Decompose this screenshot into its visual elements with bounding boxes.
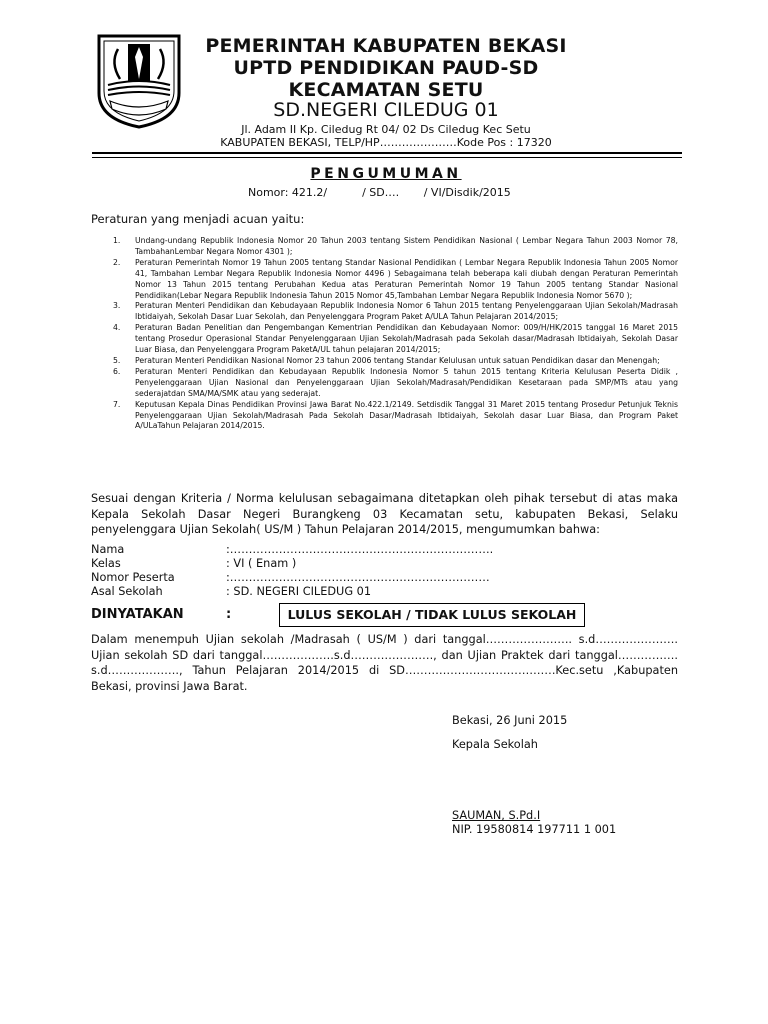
list-text: Peraturan Pemerintah Nomor 19 Tahun 2005 tentang Standar Nasional Pendidikan ( Lembar Negara Republik Indonesia Tahun 2005 Nomor 41, Tambahan Lembar Negara Republik Indonesia Nomor 4496 ) Sebagaimana telah beberapa kali diubah dengan Peraturan Pemerintah Nomor 13 Tahun 2015 tentang Perubahan Kedua atas Peraturan Pemerintah Nomor 19 Tahun 2005 tentang Standar Nasional Pendidikan(Lebar Negara Republik Indonesia Tahun 2015 Nomor 45,Tambahan Lembar Negara Republik Indonesia Nomor 5670 ); bbox=[135, 257, 678, 300]
letterhead-line-1: PEMERINTAH KABUPATEN BEKASI bbox=[205, 35, 567, 57]
list-item bbox=[113, 258, 678, 302]
list-text: Peraturan Menteri Pendidikan dan Kebudayaan Republik Indonesia Nomor 5 tahun 2015 tentang Kriteria Kelulusan Peserta Didik , Penyelenggaraan Ujian Nasional dan Penyelenggaraan Ujian Sekolah/Madrasah/Pendidikan Kesetaraan pada SMP/MTs atau yang sederajatdan SMA/MA/SMK atau yang sederajat. bbox=[135, 366, 678, 398]
letter-number: Nomor: 421.2/ / SD.… / VI/Disdik/2015 bbox=[248, 186, 511, 199]
list-item bbox=[113, 367, 678, 400]
field-value-nama: :……………………………………………………………. bbox=[226, 543, 494, 556]
signer-name: SAUMAN, S.Pd.I bbox=[452, 809, 541, 822]
field-value-nomor-peserta: :…………………………………………………………… bbox=[226, 571, 490, 584]
list-item bbox=[113, 323, 678, 356]
dinyatakan-label: DINYATAKAN bbox=[91, 607, 184, 622]
announcement-paragraph: Sesuai dengan Kriteria / Norma kelulusan sebagaimana ditetapkan oleh pihak tersebut di atas maka Kepala Sekolah Dasar Negeri Burangkeng 03 Kecamatan setu, kabupaten Bekasi, Selaku penyelenggara Ujian Sekolah( US/M ) Tahun Pelajaran 2014/2015, mengumumkan bahwa: bbox=[91, 492, 678, 537]
field-label-nomor-peserta: Nomor Peserta bbox=[91, 571, 175, 584]
list-item bbox=[113, 236, 678, 258]
regulations-list bbox=[113, 236, 678, 432]
list-text: Peraturan Menteri Pendidikan Nasional Nomor 23 tahun 2006 tentang Standar Kelulusan untuk satuan Pendidikan dasar dan Menengah; bbox=[135, 355, 660, 365]
list-number: 5. bbox=[113, 355, 121, 365]
list-number: 3. bbox=[113, 301, 121, 311]
letterhead-line-2: UPTD PENDIDIKAN PAUD-SD bbox=[233, 57, 539, 79]
dinyatakan-colon: : bbox=[226, 607, 232, 622]
list-number: 2. bbox=[113, 257, 121, 267]
list-item bbox=[113, 400, 678, 433]
list-text: Peraturan Menteri Pendidikan dan Kebudayaan Republik Indonesia Nomor 6 Tahun 2015 tentang Penyelenggaraan Ujian Sekolah/Madrasah Ibtidaiyah, Sekolah Dasar Luar Sekolah, dan Penyelenggara Program Paket A/ULA Tahun Pelajaran 2014/2015; bbox=[135, 301, 678, 322]
address-line-1: Jl. Adam II Kp. Ciledug Rt 04/ 02 Ds Ciledug Kec Setu bbox=[241, 123, 531, 136]
list-number: 1. bbox=[113, 236, 121, 245]
exam-paragraph: Dalam menempuh Ujian sekolah /Madrasah ( US/M ) dari tanggal………………….. s.d…………………. Ujian sekolah SD dari tanggal……………….s.d…………………., dan Ujian Praktek dari tanggal……………. s.d………………., Tahun Pelajaran 2014/2015 di SD………………………………….Kec.setu ,Kabupaten Bekasi, provinsi Jawa Barat. bbox=[91, 633, 678, 694]
header-rule-thin bbox=[92, 157, 682, 158]
signer-nip: NIP. 19580814 197711 1 001 bbox=[452, 823, 617, 836]
field-label-asal-sekolah: Asal Sekolah bbox=[91, 585, 163, 598]
list-text: Peraturan Badan Penelitian dan Pengembangan Kementrian Pendidikan dan Kebudayaan Nomor: 009/H/HK/2015 tanggal 16 Maret 2015 tentang Prosedur Operasional Standar Penyelenggaraan Ujian Sekolah/Madrasah pada Sekolah dasar/Madrasah Ibtidaiyah, Sekolah Dasar Luar Biasa, dan Penyelenggara Program PaketA/UL tahun pelajaran 2014/2015; bbox=[135, 323, 678, 355]
list-item bbox=[113, 301, 678, 323]
school-name: SD.NEGERI CILEDUG 01 bbox=[273, 99, 499, 121]
intro-text: Peraturan yang menjadi acuan yaitu: bbox=[91, 212, 305, 226]
list-number: 6. bbox=[113, 366, 121, 376]
signer-position: Kepala Sekolah bbox=[452, 738, 538, 751]
list-item bbox=[113, 356, 678, 367]
list-number: 4. bbox=[113, 323, 121, 333]
field-label-kelas: Kelas bbox=[91, 557, 121, 570]
letterhead-line-3: KECAMATAN SETU bbox=[288, 79, 484, 101]
address-line-2: KABUPATEN BEKASI, TELP/HP…………………Kode Pos : 17320 bbox=[220, 136, 552, 149]
field-value-kelas: : VI ( Enam ) bbox=[226, 557, 297, 570]
header-rule-thick bbox=[92, 152, 682, 154]
announcement-title: PENGUMUMAN bbox=[310, 166, 462, 182]
field-value-asal-sekolah: : SD. NEGERI CILEDUG 01 bbox=[226, 585, 372, 598]
list-text: Undang-undang Republik Indonesia Nomor 20 Tahun 2003 tentang Sistem Pendidikan Nasional ( Lembar Negara Tahun 2003 Nomor 78, TambahanLembar Negara Nomor 4301 ); bbox=[135, 236, 678, 256]
list-text: Keputusan Kepala Dinas Pendidikan Provinsi Jawa Barat No.422.1/2149. Setdisdik Tanggal 31 Maret 2015 tentang Prosedur Petunjuk Teknis Penyelenggaraan Ujian Sekolah/Madrasah Pada Sekolah Dasar/Madrasah Ibtidaiyah, Sekolah dasar Luar Biasa, dan Program Paket A/ULaTahun Pelajaran 2014/2015. bbox=[135, 399, 678, 431]
field-label-nama: Nama bbox=[91, 543, 125, 556]
graduation-result-box: LULUS SEKOLAH / TIDAK LULUS SEKOLAH bbox=[279, 603, 585, 627]
place-date: Bekasi, 26 Juni 2015 bbox=[452, 714, 568, 727]
list-number: 7. bbox=[113, 399, 121, 409]
